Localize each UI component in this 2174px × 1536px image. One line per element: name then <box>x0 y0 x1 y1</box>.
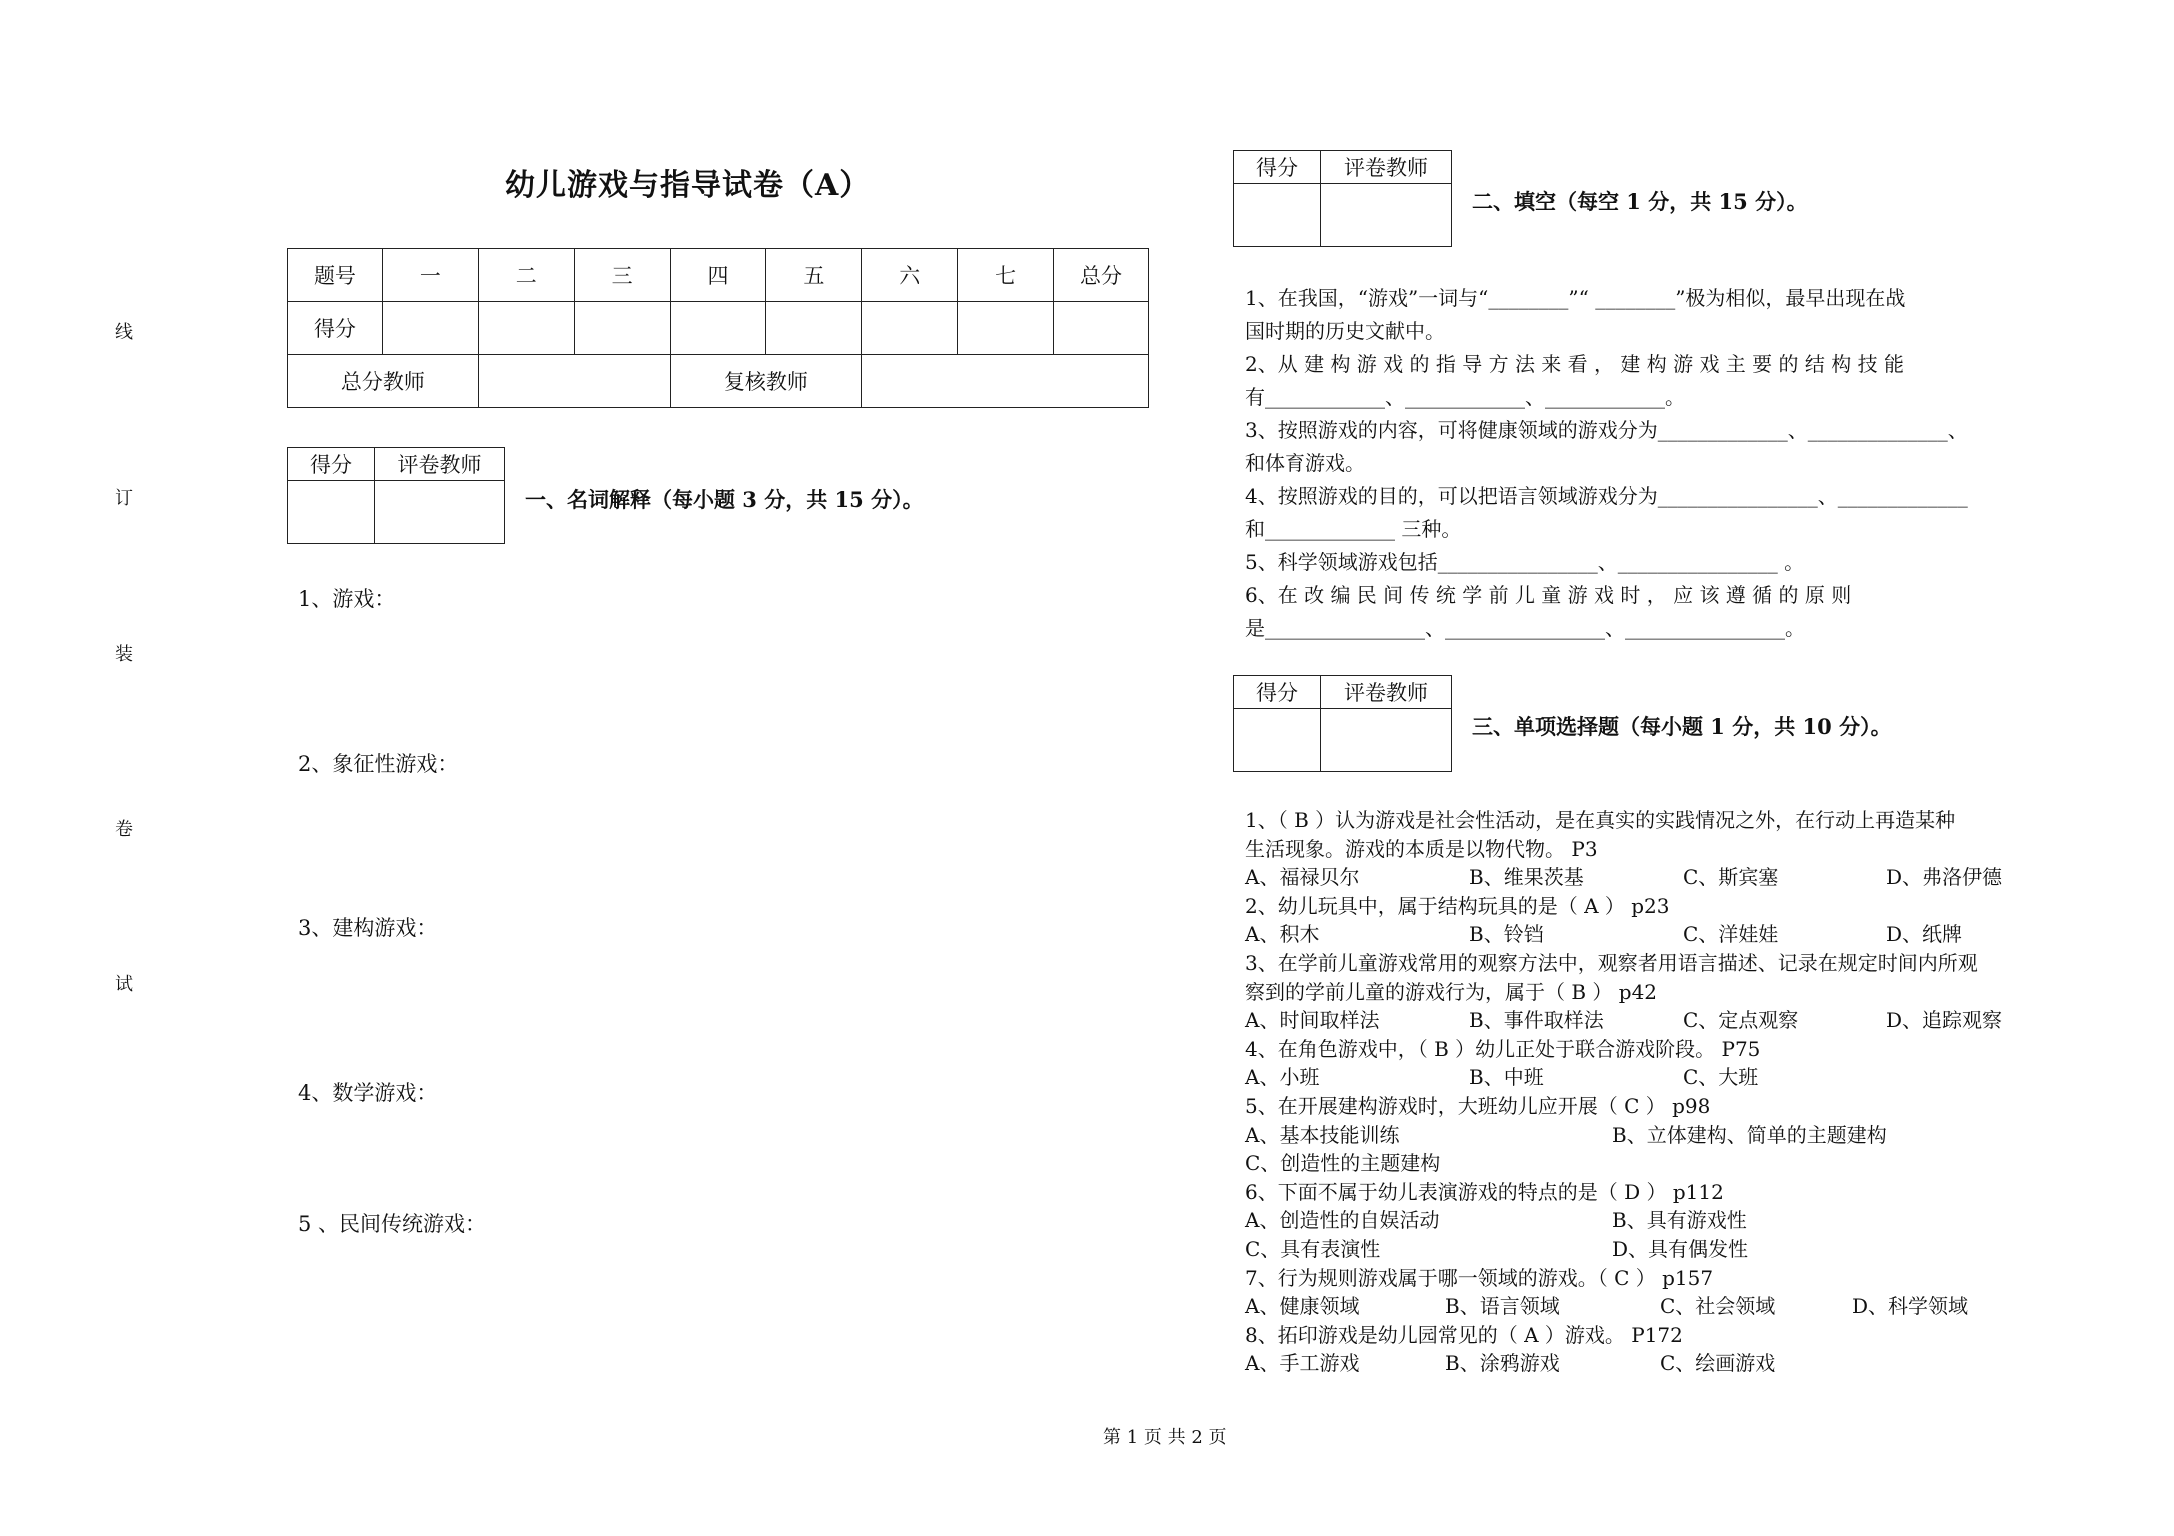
choice-option: C、社会领域 <box>1660 1294 1776 1319</box>
choice-option: A、健康领域 <box>1245 1294 1360 1319</box>
choice-question: 7、行为规则游戏属于哪一领域的游戏。（ C ） p157 <box>1245 1265 1714 1290</box>
score-table <box>287 248 1149 408</box>
grader-box-section1 <box>287 447 505 544</box>
choice-question: 8、拓印游戏是幼儿园常见的（ A ）游戏。 P172 <box>1245 1322 1683 1347</box>
choice-question: 5、在开展建构游戏时，大班幼儿应开展（ C ） p98 <box>1245 1094 1711 1118</box>
choice-option: A、创造性的自娱活动 <box>1245 1208 1440 1233</box>
header-label-cell: 题号 <box>288 249 383 302</box>
choice-option: C、洋娃娃 <box>1683 922 1779 947</box>
choice-question: 4、在角色游戏中，（ B ）幼儿正处于联合游戏阶段。 P75 <box>1245 1036 1761 1061</box>
fill-blank-line: 国时期的历史文献中。 <box>1245 319 1445 343</box>
binding-char-shi: 试 <box>115 974 133 995</box>
review-teacher-label: 复核教师 <box>670 355 862 408</box>
exam-title: 幼儿游戏与指导试卷（A） <box>505 168 871 203</box>
choice-option: B、维果茨基 <box>1469 865 1584 890</box>
score-row-label: 得分 <box>288 302 383 355</box>
grader-teacher-label: 评卷教师 <box>1321 151 1452 184</box>
fill-blank-line: 6、在 改 编 民 间 传 统 学 前 儿 童 游 戏 时 ， 应 该 遵 循 的 原 则 <box>1245 583 1852 607</box>
choice-option: A、基本技能训练 <box>1245 1122 1400 1147</box>
grader-teacher-cell[interactable] <box>1321 184 1452 247</box>
grader-score-label: 得分 <box>288 448 375 481</box>
column-header: 六 <box>862 249 958 302</box>
choice-option: B、立体建构、简单的主题建构 <box>1612 1122 1887 1147</box>
choice-option: D、科学领域 <box>1852 1294 1969 1319</box>
score-cell[interactable] <box>1054 302 1149 355</box>
grader-score-cell[interactable] <box>288 481 375 544</box>
choice-option: D、追踪观察 <box>1886 1008 2003 1033</box>
column-header: 总分 <box>1054 249 1149 302</box>
choice-option: C、绘画游戏 <box>1660 1351 1776 1376</box>
choice-option: A、小班 <box>1245 1065 1320 1090</box>
choice-option: D、纸牌 <box>1886 922 1963 947</box>
choice-option: B、具有游戏性 <box>1612 1208 1747 1233</box>
grader-score-cell[interactable] <box>1234 709 1321 772</box>
score-cell[interactable] <box>862 302 958 355</box>
fill-blank-line: 1、在我国，“游戏”一词与“________”“ ________”极为相似，最早出现在战 <box>1245 286 1906 310</box>
term-question: 4、数学游戏： <box>298 1081 438 1105</box>
fill-blank-line: 4、按照游戏的目的，可以把语言领域游戏分为________________、_____________ <box>1245 484 1968 508</box>
choice-question: 2、幼儿玩具中，属于结构玩具的是（ A ） p23 <box>1245 893 1670 918</box>
fill-blank-line: 是________________、________________、________________。 <box>1245 616 1805 640</box>
choice-option: D、具有偶发性 <box>1612 1237 1749 1261</box>
grader-box-section3 <box>1233 675 1452 772</box>
column-header: 四 <box>670 249 766 302</box>
grader-box-section2 <box>1233 150 1452 247</box>
term-question: 5 、民间传统游戏： <box>298 1212 487 1236</box>
binding-char-zhuang: 装 <box>115 644 133 665</box>
choice-question: 6、下面不属于幼儿表演游戏的特点的是（ D ） p112 <box>1245 1179 1724 1204</box>
score-cell[interactable] <box>958 302 1054 355</box>
fill-blank-line: 5、科学领域游戏包括________________、________________ 。 <box>1245 550 1805 574</box>
choice-option: B、涂鸦游戏 <box>1445 1351 1560 1376</box>
section3-title: 三、单项选择题（每小题 1 分，共 10 分）。 <box>1472 714 1892 739</box>
choice-option: B、中班 <box>1469 1065 1544 1090</box>
grader-teacher-label: 评卷教师 <box>1321 676 1452 709</box>
choice-option: A、积木 <box>1245 922 1320 947</box>
score-cell[interactable] <box>382 302 478 355</box>
choice-option: C、大班 <box>1683 1065 1759 1090</box>
grader-score-cell[interactable] <box>1234 184 1321 247</box>
score-cell[interactable] <box>574 302 670 355</box>
choice-option: B、铃铛 <box>1469 922 1544 947</box>
review-teacher-cell[interactable] <box>862 355 1149 408</box>
fill-blank-line: 2、从 建 构 游 戏 的 指 导 方 法 来 看 ， 建 构 游 戏 主 要 的 结 构 技 能 <box>1245 352 1904 376</box>
choice-option: D、弗洛伊德 <box>1886 865 2003 890</box>
total-teacher-cell[interactable] <box>478 355 670 408</box>
total-teacher-label: 总分教师 <box>288 355 479 408</box>
column-header: 五 <box>766 249 862 302</box>
binding-char-ding: 订 <box>115 488 133 509</box>
choice-question: 3、在学前儿童游戏常用的观察方法中，观察者用语言描述、记录在规定时间内所观 <box>1245 951 1978 975</box>
choice-option: C、具有表演性 <box>1245 1237 1381 1261</box>
binding-char-xian: 线 <box>115 322 133 343</box>
choice-option: C、定点观察 <box>1683 1008 1799 1033</box>
score-cell[interactable] <box>670 302 766 355</box>
choice-option: A、时间取样法 <box>1245 1008 1380 1033</box>
page-footer: 第 1 页 共 2 页 <box>1103 1427 1227 1448</box>
fill-blank-line: 有____________、____________、____________。 <box>1245 385 1685 409</box>
choice-section <box>1245 806 2075 1386</box>
section2-title: 二、填空（每空 1 分，共 15 分）。 <box>1472 189 1808 214</box>
choice-option: C、斯宾塞 <box>1683 865 1779 890</box>
grader-teacher-label: 评卷教师 <box>375 448 505 481</box>
choice-option: A、福禄贝尔 <box>1245 865 1360 890</box>
grader-teacher-cell[interactable] <box>375 481 505 544</box>
score-cell[interactable] <box>766 302 862 355</box>
choice-option: C、创造性的主题建构 <box>1245 1151 1441 1176</box>
fill-blank-line: 和_____________ 三种。 <box>1245 517 1462 541</box>
choice-option: B、事件取样法 <box>1469 1008 1604 1033</box>
grader-score-label: 得分 <box>1234 151 1321 184</box>
fill-blank-section <box>1245 282 1968 645</box>
term-question: 2、象征性游戏： <box>298 752 459 776</box>
binding-char-juan: 卷 <box>115 819 133 840</box>
choice-question: 生活现象。游戏的本质是以物代物。 P3 <box>1245 836 1598 861</box>
choice-option: A、手工游戏 <box>1245 1351 1360 1376</box>
column-header: 三 <box>574 249 670 302</box>
column-header: 七 <box>958 249 1054 302</box>
score-cell[interactable] <box>478 302 574 355</box>
term-question: 3、建构游戏： <box>298 916 438 940</box>
choice-question: 1、（ B ）认为游戏是社会性活动，是在真实的实践情况之外，在行动上再造某种 <box>1245 808 1956 832</box>
choice-option: B、语言领域 <box>1445 1294 1560 1319</box>
column-header: 二 <box>478 249 574 302</box>
fill-blank-line: 3、按照游戏的内容，可将健康领域的游戏分为_____________、______________、 <box>1245 418 1968 442</box>
fill-blank-line: 和体育游戏。 <box>1245 451 1365 475</box>
choice-question: 察到的学前儿童的游戏行为，属于（ B ） p42 <box>1245 979 1658 1004</box>
grader-teacher-cell[interactable] <box>1321 709 1452 772</box>
grader-score-label: 得分 <box>1234 676 1321 709</box>
section1-title: 一、名词解释（每小题 3 分，共 15 分）。 <box>525 487 924 512</box>
column-header: 一 <box>382 249 478 302</box>
term-question: 1、游戏： <box>298 587 396 611</box>
